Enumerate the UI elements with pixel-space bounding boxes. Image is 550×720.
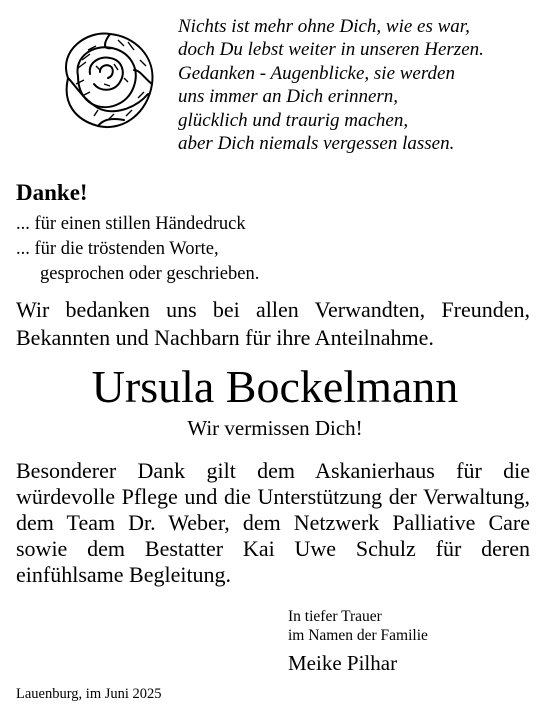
- poem-line: uns immer an Dich erinnern,: [178, 86, 399, 108]
- poem-line: aber Dich niemals vergessen lassen.: [178, 133, 455, 155]
- poem-line: doch Du lebst weiter in unseren Herzen.: [178, 39, 484, 61]
- thanks-heading: Danke!: [16, 180, 88, 205]
- special-thanks-paragraph: Besonderer Dank gilt dem Askanierhaus für die würdevolle Pflege und die Unterstützung der Verwaltung, dem Team Dr. Weber, dem Netzwerk Palliative Care sowie dem Bestatter Kai Uwe Schulz für deren einfühlsame Begleitung.: [16, 458, 530, 587]
- poem: [178, 15, 538, 155]
- subtitle: Wir vermissen Dich!: [187, 416, 363, 440]
- signer-name: Meike Pilhar: [288, 651, 398, 675]
- mourning-line: im Namen der Familie: [288, 627, 428, 644]
- place-date: Lauenburg, im Juni 2025: [16, 686, 162, 702]
- thanks-line: ... für die tröstenden Worte,: [16, 239, 219, 259]
- thanks-line: ... für einen stillen Händedruck: [16, 214, 246, 234]
- thanks-list: [16, 212, 259, 287]
- thanks-line: gesprochen oder geschrieben.: [40, 264, 260, 284]
- rose-icon: [48, 20, 168, 140]
- mourning-block: [288, 607, 428, 645]
- mourning-line: In tiefer Trauer: [288, 608, 382, 625]
- thanks-paragraph: Wir bedanken uns bei allen Verwandten, Freunden, Bekannten und Nachbarn für ihre Anteilnahme.: [16, 297, 530, 350]
- deceased-name: Ursula Bockelmann: [91, 361, 459, 412]
- poem-line: Gedanken - Augenblicke, sie werden: [178, 62, 455, 84]
- poem-line: Nichts ist mehr ohne Dich, wie es war,: [178, 16, 470, 37]
- poem-line: glücklich und traurig machen,: [178, 109, 409, 131]
